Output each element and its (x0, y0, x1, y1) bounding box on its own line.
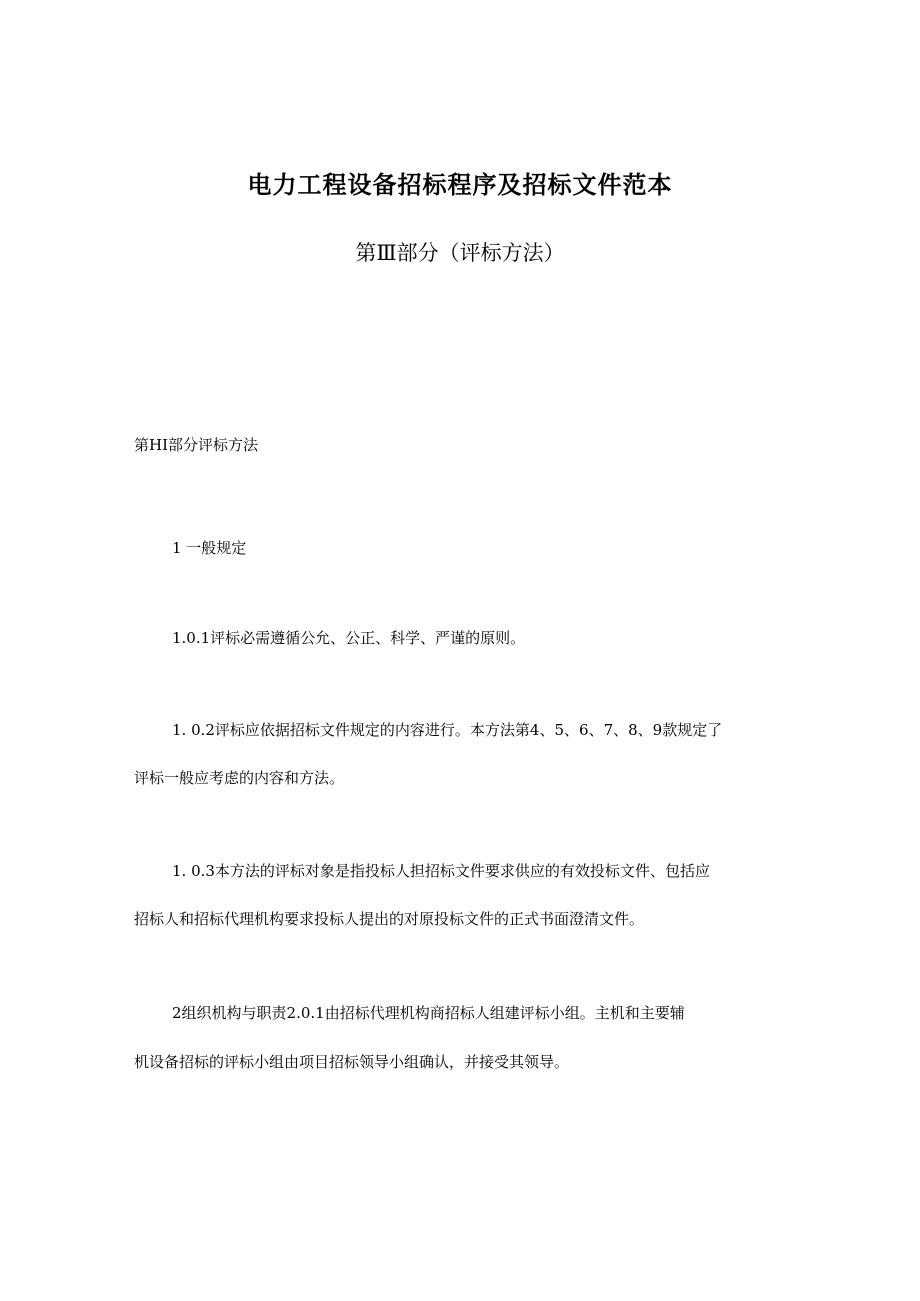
paragraph-1-0-2-line-1: 1. 0.2评标应依据招标文件规定的内容进行。本方法第4、5、6、7、8、9款规定了 (172, 721, 723, 739)
paragraph-1-0-3-line-2: 招标人和招标代理机构要求投标人提出的对原投标文件的正式书面澄清文件。 (134, 910, 645, 928)
document-title: 电力工程设备招标程序及招标文件范本 (247, 171, 673, 199)
paragraph-1-0-3-line-1: 1. 0.3本方法的评标对象是指投标人担招标文件要求供应的有效投标文件、包括应 (172, 862, 710, 880)
document-subtitle: 第Ⅲ部分（评标方法） (355, 241, 565, 265)
section-heading: 第HI部分评标方法 (134, 436, 259, 454)
paragraph-1-0-1-line-1: 1.0.1评标必需遵循公允、公正、科学、严谨的原则。 (172, 629, 526, 647)
paragraph-2-line-2: 机设备招标的评标小组由项目招标领导小组确认，并接受其领导。 (134, 1053, 570, 1071)
paragraph-1-0-2-line-2: 评标一般应考虑的内容和方法。 (134, 769, 345, 787)
paragraph-2-line-1: 2组织机构与职责2.0.1由招标代理机构商招标人组建评标小组。主机和主要辅 (172, 1004, 685, 1022)
paragraph-1-line-1: 1 一般规定 (172, 539, 247, 557)
